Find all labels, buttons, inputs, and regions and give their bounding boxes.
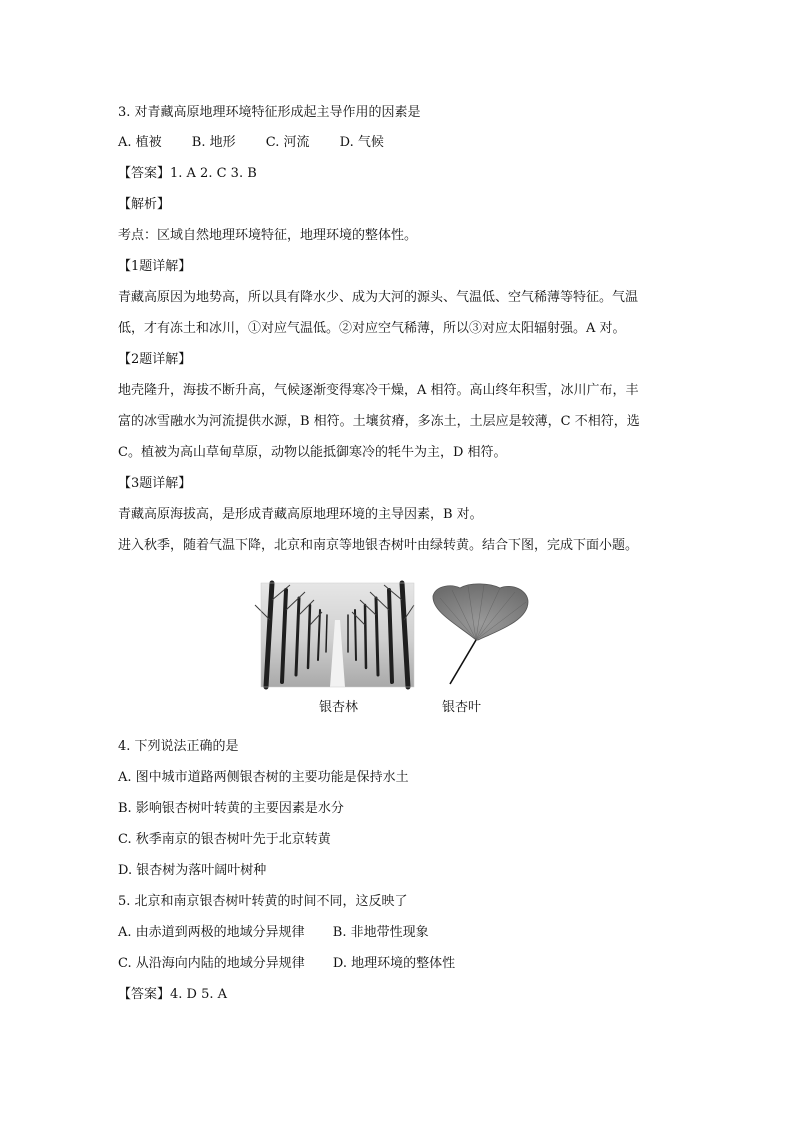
ginkgo-leaf-drawing	[433, 584, 528, 684]
kaodian-line: 考点：区域自然地理环境特征，地理环境的整体性。	[118, 228, 418, 243]
detail-1-line-2: 低，才有冻土和冰川，①对应气温低。②对应空气稀薄，所以③对应太阳辐射强。A 对。	[118, 321, 626, 336]
intro-line: 进入秋季，随着气温下降，北京和南京等地银杏树叶由绿转黄。结合下图，完成下面小题。	[118, 538, 639, 553]
caption-forest: 银杏林	[319, 700, 359, 715]
q4-option-c: C. 秋季南京的银杏树叶先于北京转黄	[118, 832, 331, 847]
q4-stem: 4. 下列说法正确的是	[118, 739, 239, 754]
answer-block-2: 【答案】4. D 5. A	[118, 987, 228, 1002]
q4-option-b: B. 影响银杏树叶转黄的主要因素是水分	[118, 801, 344, 816]
q3-stem: 3. 对青藏高原地理环境特征形成起主导作用的因素是	[118, 105, 421, 120]
q4-option-d: D. 银杏树为落叶阔叶树种	[118, 863, 267, 878]
q5-option-a: A. 由赤道到两极的地域分异规律	[118, 925, 305, 940]
detail-1-line-1: 青藏高原因为地势高，所以具有降水少、成为大河的源头、气温低、空气稀薄等特征。气温	[118, 290, 639, 305]
q3-option-d: D. 气候	[339, 135, 384, 150]
q3-option-b: B. 地形	[191, 135, 236, 150]
analysis-header: 【解析】	[118, 197, 171, 212]
q3-option-a: A. 植被	[118, 135, 162, 150]
q3-option-c: C. 河流	[265, 135, 310, 150]
detail-3-line: 青藏高原海拔高，是形成青藏高原地理环境的主导因素，B 对。	[118, 507, 483, 522]
q5-option-d: D. 地理环境的整体性	[332, 956, 456, 971]
detail-2-header: 【2题详解】	[118, 352, 192, 367]
q5-stem: 5. 北京和南京银杏树叶转黄的时间不同，这反映了	[118, 894, 408, 909]
detail-1-header: 【1题详解】	[118, 259, 192, 274]
detail-2-line-1: 地壳隆升，海拔不断升高，气候逐渐变得寒冷干燥，A 相符。高山终年积雪，冰川广布，丰	[118, 383, 639, 398]
detail-2-line-3: C。植被为高山草甸草原，动物以能抵御寒冷的牦牛为主，D 相符。	[118, 445, 507, 460]
q4-option-a: A. 图中城市道路两侧银杏树的主要功能是保持水土	[118, 770, 409, 785]
ginkgo-forest-photo	[255, 583, 414, 687]
q5-options-row-2	[118, 954, 678, 974]
q5-options-row-1	[118, 923, 678, 943]
answer-block-1: 【答案】1. A 2. C 3. B	[118, 166, 257, 181]
q5-option-c: C. 从沿海向内陆的地域分异规律	[118, 956, 305, 971]
q5-option-b: B. 非地带性现象	[332, 925, 429, 940]
detail-3-header: 【3题详解】	[118, 476, 192, 491]
detail-2-line-2: 富的冰雪融水为河流提供水源，B 相符。土壤贫瘠，多冻土，土层应是较薄，C 不相符，选	[118, 414, 640, 429]
caption-leaf: 银杏叶	[442, 700, 482, 715]
